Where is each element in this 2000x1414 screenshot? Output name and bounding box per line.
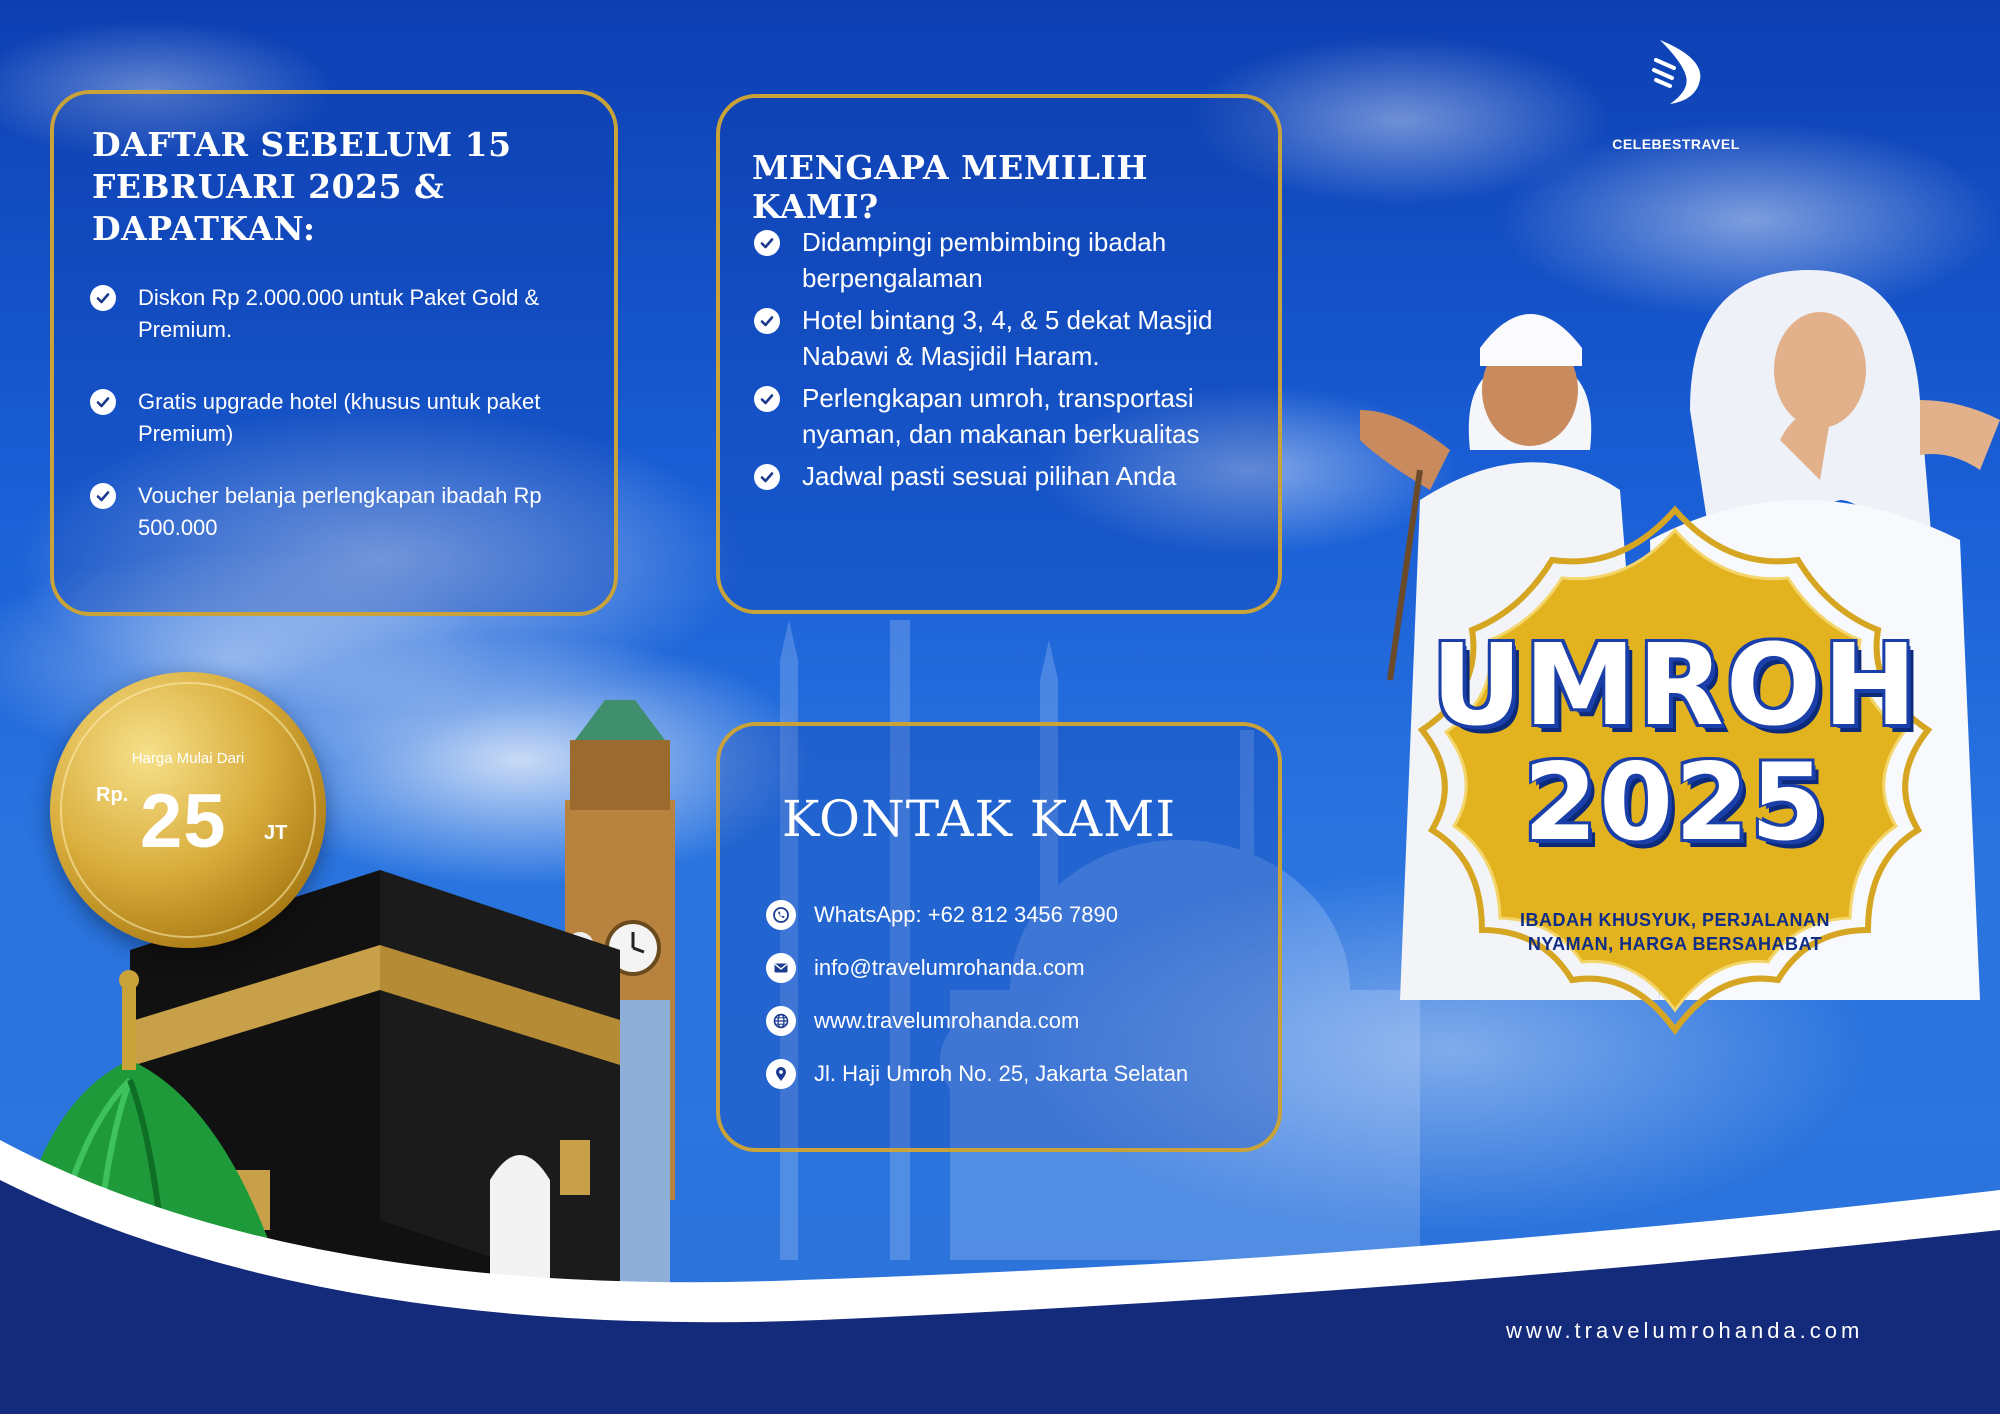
promo-title: DAFTAR SEBELUM 15 FEBRUARI 2025 & DAPATKAN: (92, 125, 512, 248)
check-circle-icon (754, 230, 780, 256)
check-circle-icon (90, 483, 116, 509)
price-badge (50, 672, 326, 948)
list-item (754, 224, 1274, 296)
check-circle-icon (754, 386, 780, 412)
why-item-text: Perlengkapan umroh, transportasi nyaman, dan makanan berkualitas (802, 383, 1200, 449)
footer-website-link[interactable]: www.travelumrohanda.com (1506, 1318, 1864, 1343)
whatsapp-icon (766, 900, 796, 930)
contact-text: Jl. Haji Umroh No. 25, Jakarta Selatan (814, 1061, 1189, 1086)
promo-list (90, 282, 570, 584)
contact-email[interactable] (766, 953, 1286, 983)
contact-address[interactable] (766, 1059, 1286, 1089)
celebestravel-logo-icon (1646, 36, 1706, 106)
price-value: 25 (140, 779, 227, 864)
promo-item-text: Diskon Rp 2.000.000 untuk Paket Gold & Premium. (138, 285, 540, 342)
why-us-list (754, 224, 1274, 500)
contact-website[interactable] (766, 1006, 1286, 1036)
promo-item-text: Voucher belanja perlengkapan ibadah Rp 500.000 (138, 483, 542, 540)
list-item (754, 458, 1274, 494)
contact-panel (716, 722, 1282, 1152)
mail-icon (766, 953, 796, 983)
check-circle-icon (754, 308, 780, 334)
contact-list (766, 900, 1286, 1112)
emblem-tagline: IBADAH KHUSYUK, PERJALANAN NYAMAN, HARGA BERSAHABAT (1519, 910, 1831, 954)
contact-title: KONTAK KAMI (782, 790, 1177, 848)
price-unit: JT (264, 822, 288, 844)
check-circle-icon (90, 389, 116, 415)
why-item-text: Jadwal pasti sesuai pilihan Anda (802, 461, 1177, 491)
check-circle-icon (90, 285, 116, 311)
contact-text: info@travelumrohanda.com (814, 955, 1085, 980)
brand-name: CELEBESTRAVEL (1612, 136, 1740, 152)
footer-wave (0, 1120, 2000, 1414)
why-item-text: Hotel bintang 3, 4, & 5 dekat Masjid Nabawi & Masjidil Haram. (802, 305, 1213, 371)
emblem-year: 2025 (1523, 741, 1827, 864)
why-item-text: Didampingi pembimbing ibadah berpengalaman (802, 227, 1167, 293)
promo-panel (50, 90, 618, 616)
check-circle-icon (754, 464, 780, 490)
list-item (754, 302, 1274, 374)
globe-icon (766, 1006, 796, 1036)
why-us-title: MENGAPA MEMILIH KAMI? (752, 148, 1149, 226)
list-item (754, 380, 1274, 452)
emblem-title: UMROH (1431, 621, 1919, 751)
umroh-emblem (1398, 500, 1952, 1060)
contact-text: www.travelumrohanda.com (814, 1008, 1080, 1033)
contact-whatsapp[interactable] (766, 900, 1286, 930)
promo-item-text: Gratis upgrade hotel (khusus untuk paket Premium) (138, 389, 541, 446)
price-prefix: Rp. (96, 784, 129, 806)
price-label: Harga Mulai Dari (131, 750, 245, 767)
location-pin-icon (766, 1059, 796, 1089)
list-item (90, 480, 570, 544)
contact-text: WhatsApp: +62 812 3456 7890 (814, 902, 1118, 927)
list-item (90, 386, 570, 450)
why-us-panel (716, 94, 1282, 614)
list-item (90, 282, 570, 346)
brand-logo[interactable] (1606, 36, 1746, 166)
